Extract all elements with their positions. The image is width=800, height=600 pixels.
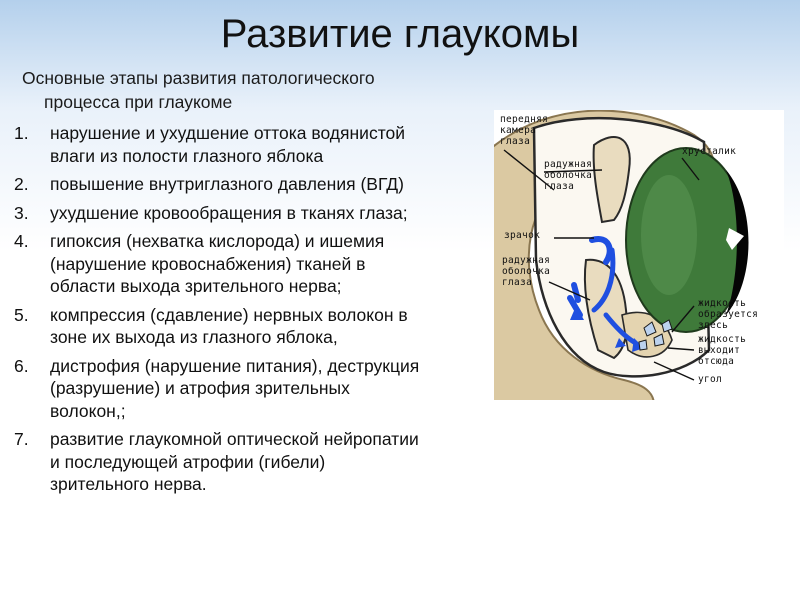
stage-text (50, 355, 484, 423)
label-angle: угол (698, 374, 723, 385)
label-iris-bottom-1: радужная (502, 255, 551, 266)
stage-item (14, 428, 484, 496)
slide-title: Развитие глаукомы (220, 12, 580, 56)
label-iris-bottom-3: глаза (502, 277, 533, 288)
stage-number: 1. (14, 123, 29, 143)
stage-text-line: и последующей атрофии (гибели) (50, 451, 326, 472)
stage-text-line: нарушение и ухудшение оттока водянистой (50, 123, 406, 143)
stage-item (14, 173, 484, 196)
label-anterior-chamber-2: камера (500, 125, 537, 136)
label-iris-top-3: глаза (544, 181, 575, 192)
stage-text (50, 202, 484, 225)
stage-text-line: влаги из полости глазного яблока (50, 145, 324, 166)
stage-text (50, 230, 484, 298)
stage-text (50, 304, 484, 349)
stage-number: 5. (14, 304, 29, 325)
stage-text-line: зоне их выхода из глазного яблока, (50, 327, 338, 347)
stage-text-line: развитие глаукомной оптической нейропатии (50, 429, 419, 449)
stage-item (14, 304, 484, 349)
stage-item (14, 230, 484, 298)
stage-number: 6. (14, 355, 29, 376)
stage-text-line: повышение внутриглазного давления (ВГД) (50, 174, 404, 194)
stage-number: 7. (14, 429, 29, 449)
stages-list (14, 122, 484, 502)
label-fluid-formed-3: здесь (698, 320, 729, 331)
stage-text-line: волокон,; (50, 400, 126, 421)
label-fluid-formed-2: образуется (698, 309, 759, 320)
stage-text (50, 122, 484, 167)
stage-number: 3. (14, 202, 29, 223)
stage-number: 2. (14, 174, 29, 194)
eye-diagram (494, 110, 784, 400)
eye-anatomy-figure (494, 110, 784, 400)
label-fluid-exits-1: жидкость (698, 334, 747, 345)
label-pupil: зрачок (504, 230, 541, 241)
intro-line-2: процесса при глаукоме (44, 92, 233, 112)
stage-item (14, 202, 484, 225)
label-fluid-exits-2: выходит (698, 345, 741, 356)
stage-text (50, 428, 484, 496)
intro-line-1: Основные этапы развития патологического (22, 68, 375, 88)
label-iris-top-1: радужная (544, 159, 593, 170)
label-fluid-exits-3: отсюда (698, 356, 735, 367)
label-anterior-chamber-1: передняя (500, 114, 549, 125)
stage-item (14, 355, 484, 423)
stage-text-line: (разрушение) и атрофия зрительных (50, 378, 350, 398)
stage-text-line: компрессия (сдавление) нервных волокон в (50, 304, 408, 325)
stage-text-line: гипоксия (нехватка кислорода) и ишемия (50, 231, 385, 251)
stage-text-line: (нарушение кровоснабжения) тканей в (50, 253, 366, 274)
label-fluid-formed-1: жидкость (698, 298, 747, 309)
stage-text (50, 173, 484, 196)
stage-text-line: зрительного нерва. (50, 474, 207, 494)
intro-text (22, 66, 462, 114)
stage-text-line: ухудшение кровообращения в тканях глаза; (50, 202, 408, 223)
label-iris-top-2: оболочка (544, 170, 593, 181)
stage-text-line: дистрофия (нарушение питания), деструкция (50, 355, 420, 376)
stage-number: 4. (14, 231, 29, 251)
stage-item (14, 122, 484, 167)
stage-text-line: области выхода зрительного нерва; (50, 276, 342, 296)
label-anterior-chamber-3: глаза (500, 136, 531, 147)
label-iris-bottom-2: оболочка (502, 266, 551, 277)
label-lens: хрусталик (682, 146, 737, 157)
